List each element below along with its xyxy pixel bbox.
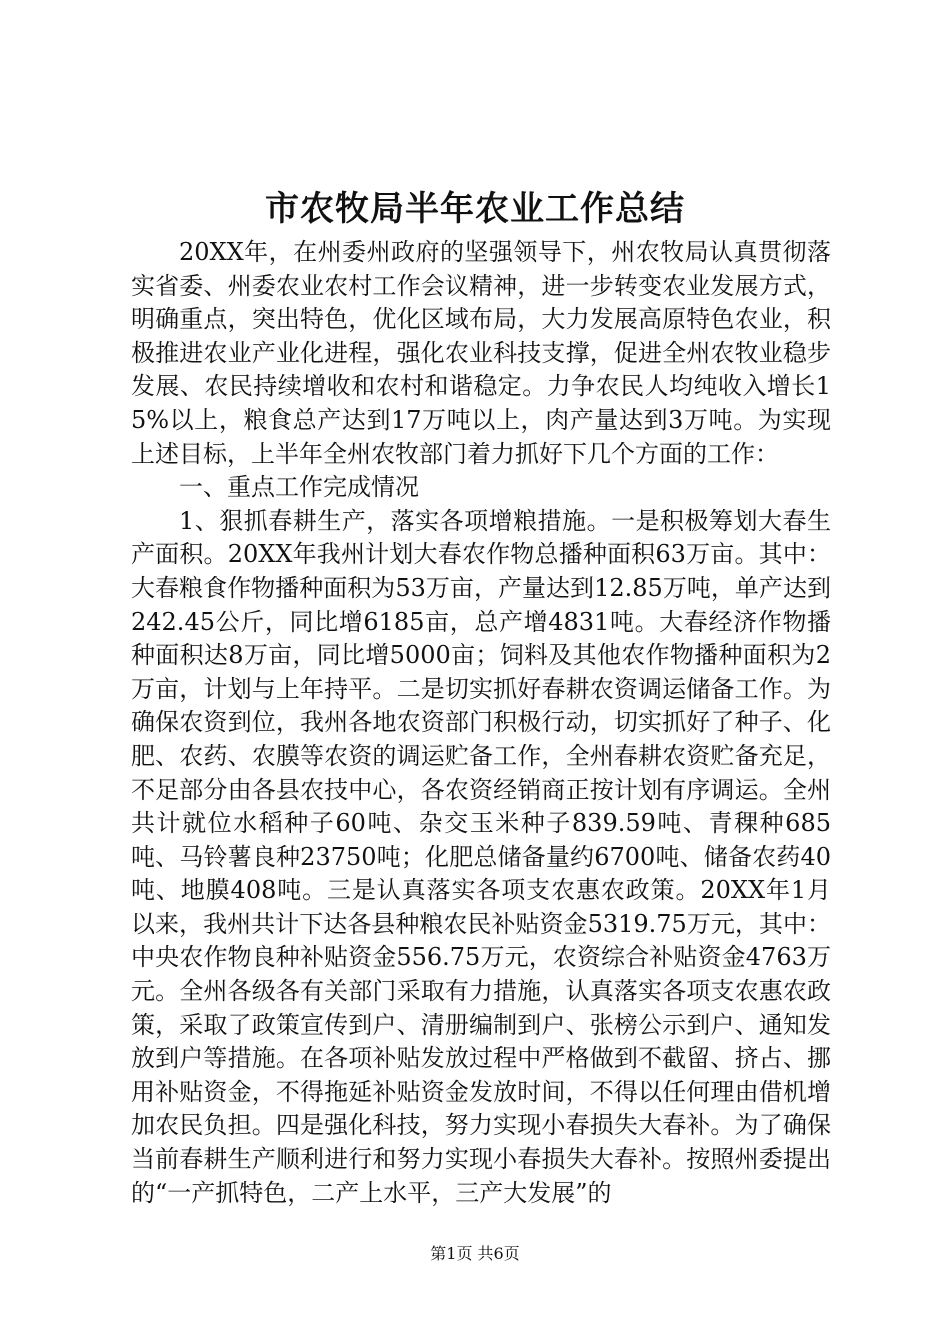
page-footer: 第1页 共6页 bbox=[430, 1244, 520, 1263]
section-paragraph: 1、狠抓春耕生产，落实各项增粮措施。一是积极筹划大春生产面积。20XX年我州计划大春农作物总播种面积63万亩。其中：大春粮食作物播种面积为53万亩，产量达到12.85万吨，单产达到242.45公斤，同比增6185亩，总产增4831吨。大春经济作物播种面积达8万亩，同比增5000亩；饲料及其他农作物播种面积为2万亩，计划与上年持平。二是切实抓好春耕农资调运储备工作。为确保农资到位，我州各地农资部门积极行动，切实抓好了种子、化肥、农药、农膜等农资的调运贮备工作，全州春耕农资贮备充足，不足部分由各县农技中心，各农资经销商正按计划有序调运。全州共计就位水稻种子60吨、杂交玉米种子839.59吨、青稞种685吨、马铃薯良种23750吨；化肥总储备量约6700吨、储备农药40吨、地膜408吨。三是认真落实各项支农惠农政策。20XX年1月以来，我州共计下达各县种粮农民补贴资金5319.75万元，其中：中央农作物良种补贴资金556.75万元，农资综合补贴资金4763万元。全州各级各有关部门采取有力措施，认真落实各项支农惠农政策，采取了政策宣传到户、清册编制到户、张榜公示到户、通知发放到户等措施。在各项补贴发放过程中严格做到不截留、挤占、挪用补贴资金，不得拖延补贴资金发放时间，不得以任何理由借机增加农民负担。四是强化科技，努力实现小春损失大春补。为了确保当前春耕生产顺利进行和努力实现小春损失大春补。按照州委提出的“一产抓特色，二产上水平，三产大发展”的 bbox=[131, 506, 831, 1207]
intro-paragraph: 20XX年，在州委州政府的坚强领导下，州农牧局认真贯彻落实省委、州委农业农村工作会议精神，进一步转变农业发展方式，明确重点，突出特色，优化区域布局，大力发展高原特色农业，积极推进农业产业化进程，强化农业科技支撑，促进全州农牧业稳步发展、农民持续增收和农村和谐稳定。力争农民人均纯收入增长15%以上，粮食总产达到17万吨以上，肉产量达到3万吨。为实现上述目标，上半年全州农牧部门着力抓好下几个方面的工作： bbox=[131, 238, 831, 468]
document-title: 市农牧局半年农业工作总结 bbox=[265, 189, 685, 229]
section-heading: 一、重点工作完成情况 bbox=[179, 473, 419, 502]
document-body bbox=[131, 236, 831, 1210]
